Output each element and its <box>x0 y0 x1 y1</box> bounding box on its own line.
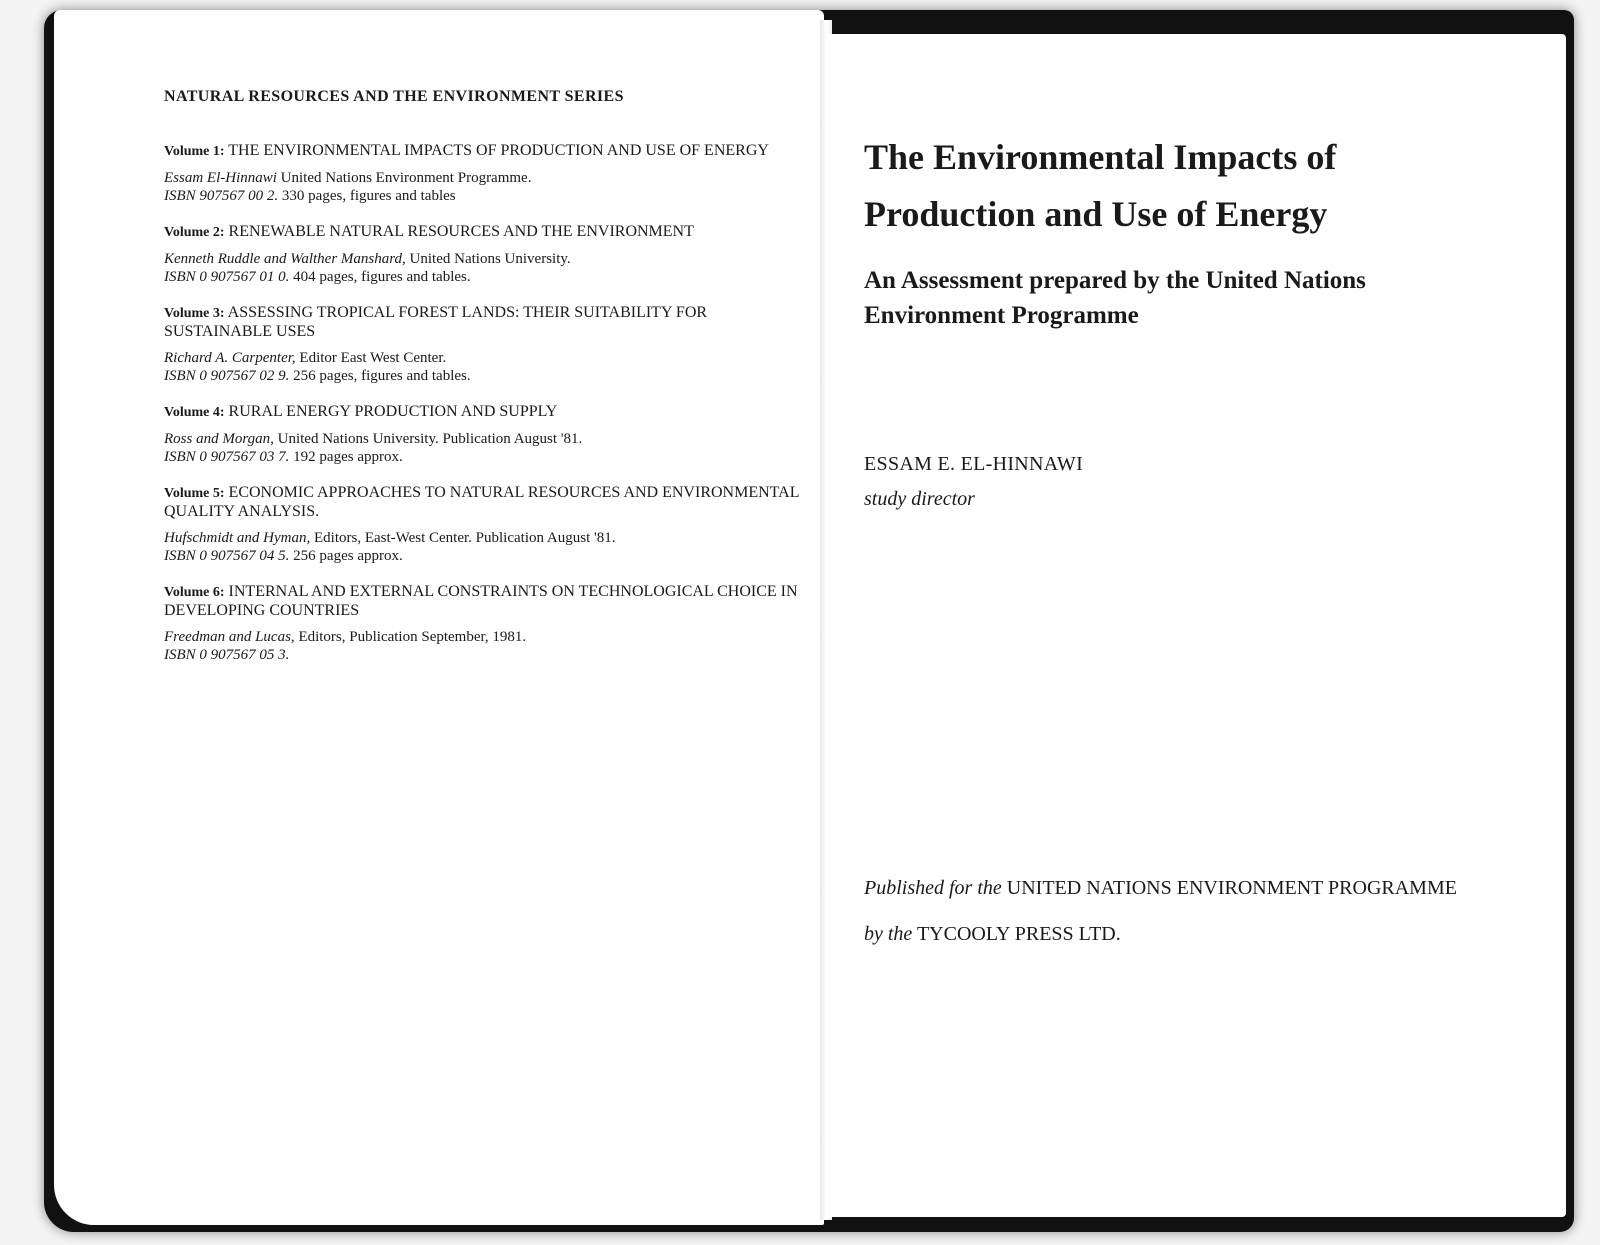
published-for-line <box>864 874 1474 902</box>
volume-authors: Freedman and Lucas, <box>164 629 295 645</box>
book-title-line-1: The Environmental Impacts of <box>864 137 1337 177</box>
volume-title: ECONOMIC APPROACHES TO NATURAL RESOURCES AND ENVIRONMENTAL QUALITY ANALYSIS. <box>164 484 799 520</box>
volume-isbn: ISBN 0 907567 05 3. <box>164 647 290 663</box>
volume-meta <box>164 430 804 466</box>
volume-heading <box>164 403 804 422</box>
volume-affiliation: United Nations University. <box>409 251 571 267</box>
volume-isbn: ISBN 907567 00 2. <box>164 188 279 204</box>
volume-details: 404 pages, figures and tables. <box>293 269 471 285</box>
volume-number: Volume 6: <box>164 585 225 600</box>
author-name: ESSAM E. EL-HINNAWI <box>864 453 1084 475</box>
volume-authors: Hufschmidt and Hyman, <box>164 530 311 546</box>
volume-title: THE ENVIRONMENTAL IMPACTS OF PRODUCTION AND USE OF ENERGY <box>228 142 769 159</box>
volume-isbn: ISBN 0 907567 01 0. <box>164 269 290 285</box>
book-subtitle-line-1: An Assessment prepared by the United Nations <box>864 267 1366 294</box>
right-page <box>828 34 1566 1217</box>
volume-entry <box>164 304 804 385</box>
volume-heading <box>164 142 804 161</box>
volume-meta <box>164 169 804 205</box>
volume-entry <box>164 142 804 205</box>
author-role: study director <box>864 488 975 510</box>
volume-title: INTERNAL AND EXTERNAL CONSTRAINTS ON TECHNOLOGICAL CHOICE IN DEVELOPING COUNTRIES <box>164 583 798 619</box>
volume-isbn: ISBN 0 907567 02 9. <box>164 368 290 384</box>
volume-affiliation: Editor East West Center. <box>299 350 447 366</box>
volume-entry <box>164 403 804 466</box>
volume-meta <box>164 250 804 286</box>
volume-number: Volume 4: <box>164 405 225 420</box>
volume-title: RENEWABLE NATURAL RESOURCES AND THE ENVIRONMENT <box>228 223 694 240</box>
volume-entry <box>164 223 804 286</box>
volume-affiliation: United Nations University. Publication August '81. <box>277 431 583 447</box>
volume-authors: Richard A. Carpenter, <box>164 350 296 366</box>
volume-authors: Ross and Morgan, <box>164 431 274 447</box>
series-list <box>164 88 804 682</box>
published-by-label: by the <box>864 923 913 945</box>
volume-affiliation: Editors, East-West Center. Publication August '81. <box>314 530 616 546</box>
volume-number: Volume 3: <box>164 306 225 321</box>
volume-heading <box>164 304 804 341</box>
volume-authors: Essam El-Hinnawi <box>164 170 277 186</box>
volume-affiliation: United Nations Environment Programme. <box>280 170 532 186</box>
volume-number: Volume 2: <box>164 225 225 240</box>
volume-entry <box>164 583 804 664</box>
series-title: NATURAL RESOURCES AND THE ENVIRONMENT SERIES <box>164 88 624 105</box>
volume-list <box>164 142 804 664</box>
book-title-line-2: Production and Use of Energy <box>864 194 1328 234</box>
title-block <box>864 129 1484 511</box>
book-subtitle-line-2: Environment Programme <box>864 302 1139 329</box>
volume-isbn: ISBN 0 907567 03 7. <box>164 449 290 465</box>
volume-affiliation: Editors, Publication September, 1981. <box>298 629 527 645</box>
volume-authors: Kenneth Ruddle and Walther Manshard, <box>164 251 406 267</box>
volume-heading <box>164 484 804 521</box>
volume-meta <box>164 529 804 565</box>
volume-heading <box>164 583 804 620</box>
published-for-label: Published for the <box>864 877 1002 899</box>
volume-details: 330 pages, figures and tables <box>281 188 456 204</box>
volume-entry <box>164 484 804 565</box>
volume-title: RURAL ENERGY PRODUCTION AND SUPPLY <box>228 403 558 420</box>
book-subtitle <box>864 263 1484 333</box>
volume-number: Volume 5: <box>164 486 225 501</box>
left-page <box>54 10 824 1225</box>
volume-meta <box>164 628 804 664</box>
volume-number: Volume 1: <box>164 144 225 159</box>
volume-details: 256 pages, figures and tables. <box>293 368 471 384</box>
published-by-line <box>864 920 1474 948</box>
published-by-press: TYCOOLY PRESS LTD. <box>916 923 1121 945</box>
volume-heading <box>164 223 804 242</box>
volume-isbn: ISBN 0 907567 04 5. <box>164 548 290 564</box>
published-for-org: UNITED NATIONS ENVIRONMENT PROGRAMME <box>1006 877 1457 899</box>
volume-details: 192 pages approx. <box>293 449 403 465</box>
volume-title: ASSESSING TROPICAL FOREST LANDS: THEIR SUITABILITY FOR SUSTAINABLE USES <box>164 304 708 340</box>
book-title <box>864 129 1484 243</box>
volume-details: 256 pages approx. <box>293 548 403 564</box>
publisher-block <box>864 874 1474 948</box>
volume-meta <box>164 349 804 385</box>
